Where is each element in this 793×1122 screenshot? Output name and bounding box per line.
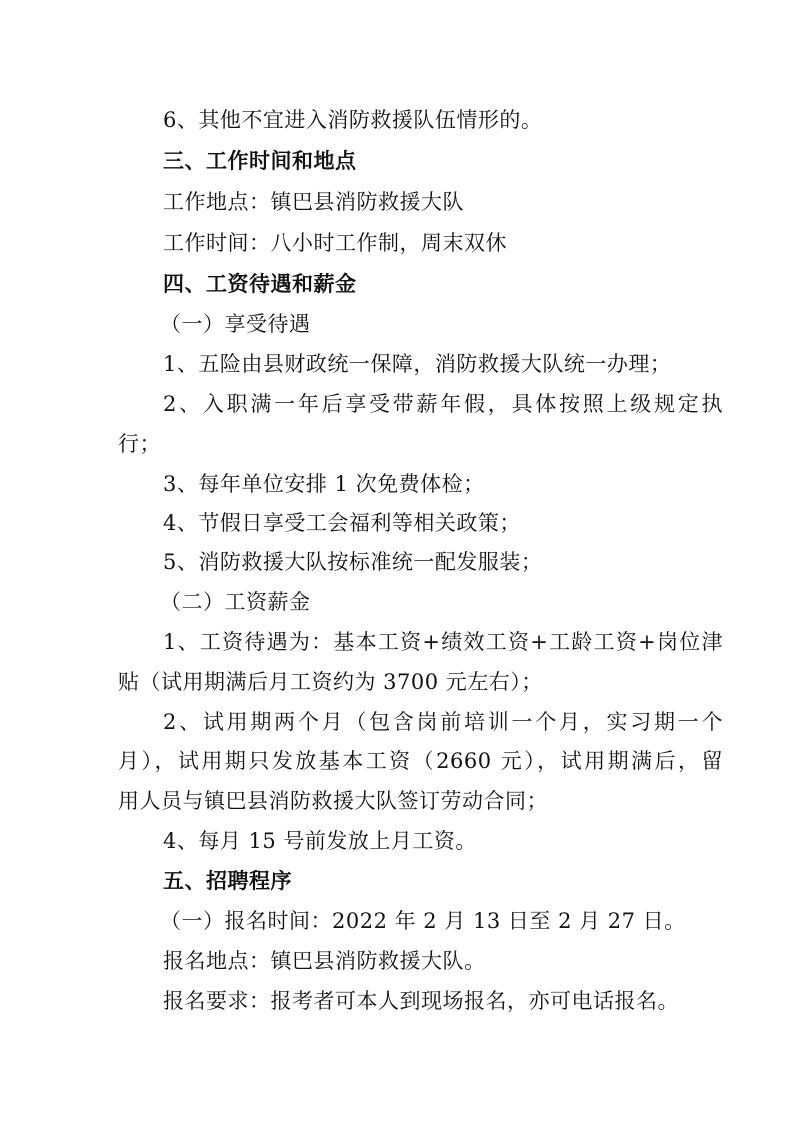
salary-item-2-line-3: 用人员与镇巴县消防救援大队签订劳动合同； bbox=[118, 789, 548, 813]
section-3-heading: 三、工作时间和地点 bbox=[163, 149, 357, 173]
section-5-heading: 五、招聘程序 bbox=[163, 869, 292, 893]
registration-location: 报名地点：镇巴县消防救援大队。 bbox=[163, 949, 486, 973]
work-hours: 工作时间：八小时工作制，周末双休 bbox=[163, 231, 507, 255]
salary-item-2-line-1: 2、试用期两个月（包含岗前培训一个月，实习期一个 bbox=[163, 710, 723, 734]
registration-time: （一）报名时间：2022 年 2 月 13 日至 2 月 27 日。 bbox=[160, 909, 686, 933]
salary-item-2-line-2: 月），试用期只发放基本工资（2660 元），试用期满后，留 bbox=[118, 749, 723, 773]
registration-requirements: 报名要求：报考者可本人到现场报名，亦可电话报名。 bbox=[163, 989, 679, 1013]
benefit-item-5: 5、消防救援大队按标准统一配发服装； bbox=[163, 550, 543, 574]
salary-item-1-line-1: 1、工资待遇为：基本工资+绩效工资+工龄工资+岗位津 bbox=[163, 630, 723, 654]
work-location: 工作地点：镇巴县消防救援大队 bbox=[163, 190, 464, 214]
benefit-item-4: 4、节假日享受工会福利等相关政策； bbox=[163, 511, 521, 535]
section-4-heading: 四、工资待遇和薪金 bbox=[163, 272, 357, 296]
benefit-item-1: 1、五险由县财政统一保障，消防救援大队统一办理； bbox=[163, 352, 672, 376]
salary-item-4: 4、每月 15 号前发放上月工资。 bbox=[163, 829, 477, 853]
benefit-item-2-line-1: 2、入职满一年后享受带薪年假，具体按照上级规定执 bbox=[163, 392, 723, 416]
salary-item-1-line-2: 贴（试用期满后月工资约为 3700 元左右）； bbox=[118, 670, 543, 694]
benefit-item-3: 3、每年单位安排 1 次免费体检； bbox=[163, 472, 485, 496]
item-6-other-conditions: 6、其他不宜进入消防救援队伍情形的。 bbox=[163, 108, 543, 132]
subsection-salary-heading: （二）工资薪金 bbox=[160, 590, 311, 614]
subsection-benefits-heading: （一）享受待遇 bbox=[160, 312, 311, 336]
benefit-item-2-line-2: 行； bbox=[118, 432, 161, 456]
